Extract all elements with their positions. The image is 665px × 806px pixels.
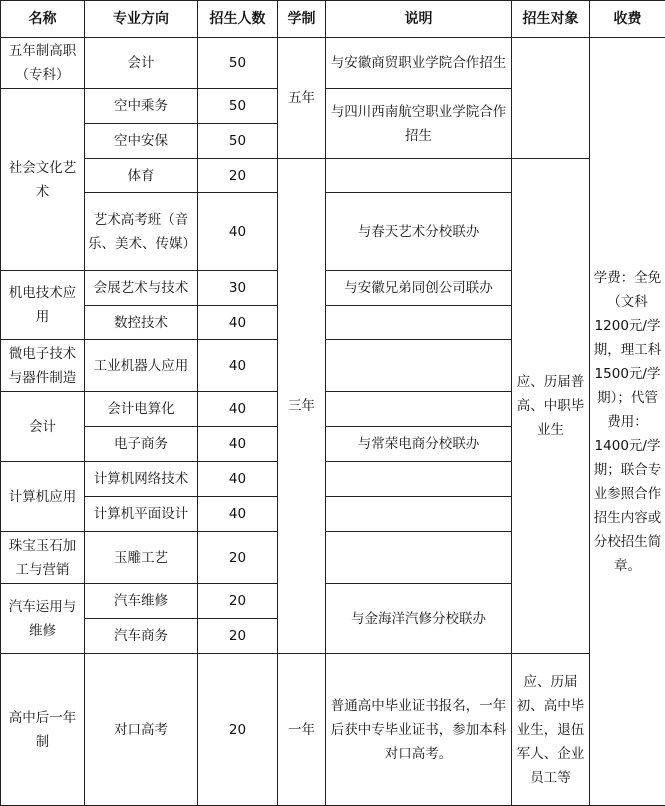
target-cell-one-year: 应、历届初、高中毕业生，退伍军人、企业员工等 bbox=[512, 654, 590, 806]
count-cell: 40 bbox=[198, 306, 278, 340]
count-cell: 30 bbox=[198, 271, 278, 306]
table-row bbox=[1, 654, 665, 806]
program-name-cell: 会计 bbox=[1, 392, 85, 462]
major-cell: 会计电算化 bbox=[85, 392, 198, 427]
header-major: 专业方向 bbox=[85, 1, 198, 38]
note-cell: 与安徽兄弟同创公司联办 bbox=[326, 271, 512, 306]
note-cell: 与春天艺术分校联办 bbox=[326, 193, 512, 271]
header-target: 招生对象 bbox=[512, 1, 590, 38]
count-cell: 20 bbox=[198, 654, 278, 806]
count-cell: 40 bbox=[198, 462, 278, 497]
duration-cell-five-year: 五年 bbox=[278, 38, 326, 159]
count-cell: 40 bbox=[198, 340, 278, 392]
major-cell: 计算机网络技术 bbox=[85, 462, 198, 497]
target-cell-empty bbox=[512, 38, 590, 159]
major-cell: 空中安保 bbox=[85, 124, 198, 159]
major-cell: 计算机平面设计 bbox=[85, 497, 198, 532]
count-cell: 20 bbox=[198, 159, 278, 193]
program-name-cell: 汽车运用与维修 bbox=[1, 584, 85, 654]
major-cell: 电子商务 bbox=[85, 427, 198, 462]
program-name-cell: 高中后一年制 bbox=[1, 654, 85, 806]
major-cell: 数控技术 bbox=[85, 306, 198, 340]
major-cell: 玉雕工艺 bbox=[85, 532, 198, 584]
header-count: 招生人数 bbox=[198, 1, 278, 38]
count-cell: 40 bbox=[198, 392, 278, 427]
note-cell: 普通高中毕业证书报名，一年后获中专毕业证书，参加本科对口高考。 bbox=[326, 654, 512, 806]
count-cell: 50 bbox=[198, 124, 278, 159]
major-cell: 体育 bbox=[85, 159, 198, 193]
note-cell bbox=[326, 392, 512, 427]
program-name-cell: 社会文化艺术 bbox=[1, 89, 85, 271]
note-cell: 与安徽商贸职业学院合作招生 bbox=[326, 38, 512, 89]
program-name-cell: 计算机应用 bbox=[1, 462, 85, 532]
major-cell: 工业机器人应用 bbox=[85, 340, 198, 392]
note-cell bbox=[326, 340, 512, 392]
note-cell bbox=[326, 532, 512, 584]
note-cell bbox=[326, 462, 512, 497]
count-cell: 20 bbox=[198, 619, 278, 654]
program-name-cell: 五年制高职（专科） bbox=[1, 38, 85, 89]
count-cell: 20 bbox=[198, 584, 278, 619]
program-name-cell: 机电技术应用 bbox=[1, 271, 85, 340]
program-name-cell: 珠宝玉石加工与营销 bbox=[1, 532, 85, 584]
note-cell bbox=[326, 159, 512, 193]
header-note: 说明 bbox=[326, 1, 512, 38]
target-cell-vocational: 应、历届普高、中职毕业生 bbox=[512, 159, 590, 654]
count-cell: 50 bbox=[198, 38, 278, 89]
header-name: 名称 bbox=[1, 1, 85, 38]
count-cell: 40 bbox=[198, 427, 278, 462]
major-cell: 会计 bbox=[85, 38, 198, 89]
count-cell: 50 bbox=[198, 89, 278, 124]
table-row bbox=[1, 38, 665, 89]
program-name-cell: 微电子技术与器件制造 bbox=[1, 340, 85, 392]
major-cell: 空中乘务 bbox=[85, 89, 198, 124]
table-row bbox=[1, 159, 665, 193]
note-cell: 与金海洋汽修分校联办 bbox=[326, 584, 512, 654]
header-row bbox=[1, 1, 665, 38]
duration-cell-one-year: 一年 bbox=[278, 654, 326, 806]
count-cell: 40 bbox=[198, 193, 278, 271]
note-cell: 与常荣电商分校联办 bbox=[326, 427, 512, 462]
count-cell: 40 bbox=[198, 497, 278, 532]
fee-cell: 学费：全免（文科1200元/学期，理工科1500元/学期）；代管费用：1400元/学期；联合专业参照合作招生内容或分校招生简章。 bbox=[590, 38, 665, 806]
duration-cell-three-year: 三年 bbox=[278, 159, 326, 654]
count-cell: 20 bbox=[198, 532, 278, 584]
major-cell: 汽车商务 bbox=[85, 619, 198, 654]
header-fee: 收费 bbox=[590, 1, 665, 38]
header-duration: 学制 bbox=[278, 1, 326, 38]
major-cell: 会展艺术与技术 bbox=[85, 271, 198, 306]
note-cell bbox=[326, 306, 512, 340]
note-cell: 与四川西南航空职业学院合作招生 bbox=[326, 89, 512, 159]
note-cell bbox=[326, 497, 512, 532]
major-cell: 对口高考 bbox=[85, 654, 198, 806]
major-cell: 艺术高考班（音乐、美术、传媒） bbox=[85, 193, 198, 271]
major-cell: 汽车维修 bbox=[85, 584, 198, 619]
